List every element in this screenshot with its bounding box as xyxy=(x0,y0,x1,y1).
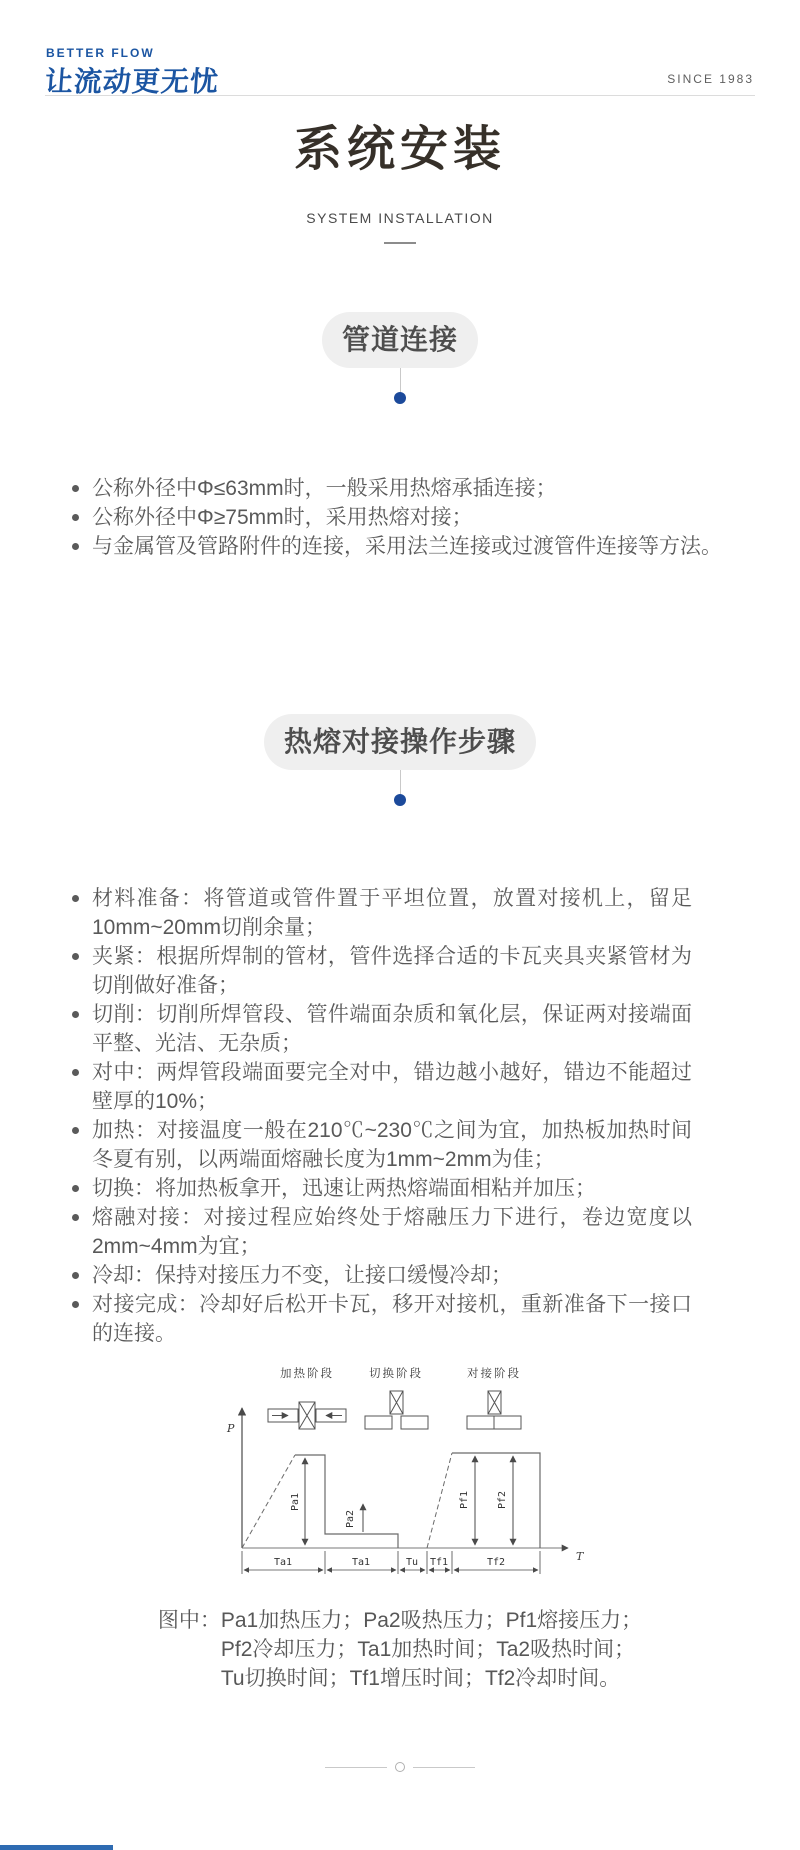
pressure-label-pa2: Pa2 xyxy=(345,1509,356,1529)
bullet-icon xyxy=(72,1214,79,1221)
phase-label-heating: 加热阶段 xyxy=(280,1368,334,1380)
footer-divider xyxy=(0,1762,800,1772)
section-badge-butt-fusion-steps xyxy=(0,714,800,806)
list-item xyxy=(68,503,732,532)
list-item-text: 切削：切削所焊管段、管件端面杂质和氧化层，保证两对接端面平整、光洁、无杂质； xyxy=(92,1003,692,1055)
pressure-dim-arrows xyxy=(305,1456,513,1545)
switching-pipes-icon xyxy=(365,1391,428,1429)
list-item xyxy=(68,942,692,1000)
badge-connector-line xyxy=(400,770,401,794)
badge-connector-dot xyxy=(394,392,406,404)
header-divider xyxy=(45,95,755,96)
page-title: 系统安装 xyxy=(293,123,506,176)
divider-line xyxy=(413,1767,475,1768)
divider-circle-icon xyxy=(395,1762,405,1772)
bullet-icon xyxy=(72,1011,79,1018)
list-item-text: 对接完成：冷却好后松开卡瓦，移开对接机，重新准备下一接口的连接。 xyxy=(92,1293,692,1345)
bullet-icon xyxy=(72,1272,79,1279)
list-item-text: 与金属管及管路附件的连接，采用法兰连接或过渡管件连接等方法。 xyxy=(92,535,722,558)
bullet-icon xyxy=(72,1069,79,1076)
bullet-icon xyxy=(72,1185,79,1192)
list-item-text: 夹紧：根据所焊制的管材，管件选择合适的卡瓦夹具夹紧管材为切削做好准备； xyxy=(92,945,692,997)
time-label-ta1: Ta1 xyxy=(273,1557,293,1568)
joining-pipes-icon xyxy=(467,1391,521,1429)
bullet-icon xyxy=(72,895,79,902)
caption-line: Pf2冷却压力；Ta1加热时间；Ta2吸热时间； xyxy=(220,1638,636,1661)
heating-pipes-icon xyxy=(268,1402,346,1429)
badge-connector-line xyxy=(400,368,401,392)
diagram-caption xyxy=(0,1606,800,1693)
list-item xyxy=(68,474,732,503)
list-item xyxy=(68,532,732,561)
list-item xyxy=(68,1290,692,1348)
list-item xyxy=(68,1116,692,1174)
phase-label-joining: 对接阶段 xyxy=(467,1368,521,1380)
bottom-accent-bar xyxy=(0,1845,113,1850)
list-item xyxy=(68,1058,692,1116)
pressure-label-pf1: Pf1 xyxy=(459,1490,470,1510)
caption-line: Tu切换时间；Tf1增压时间；Tf2冷却时间。 xyxy=(220,1667,621,1690)
list-item-text: 公称外径中Φ≥75mm时，采用热熔对接； xyxy=(92,506,473,529)
phase-label-switching: 切换阶段 xyxy=(369,1368,423,1380)
list-item xyxy=(68,1174,692,1203)
time-label-tf2: Tf2 xyxy=(486,1557,506,1568)
fusion-pressure-time-diagram xyxy=(210,1358,590,1590)
list-item-text: 切换：将加热板拿开，迅速让两热熔端面相粘并加压； xyxy=(92,1177,596,1200)
list-item xyxy=(68,884,692,942)
badge-pill: 热熔对接操作步骤 xyxy=(264,714,536,770)
brand-logo: 让流动更无忧 xyxy=(43,66,220,97)
bullet-icon xyxy=(72,1127,79,1134)
list-item-text: 对中：两焊管段端面要完全对中，错边越小越好，错边不能超过壁厚的10%； xyxy=(92,1061,692,1113)
brand-tagline: BETTER FLOW xyxy=(46,46,155,60)
badge-pill: 管道连接 xyxy=(322,312,478,368)
page-subtitle: SYSTEM INSTALLATION xyxy=(306,210,494,226)
list-item-text: 冷却：保持对接压力不变，让接口缓慢冷却； xyxy=(92,1264,512,1287)
pressure-profile xyxy=(242,1453,540,1548)
time-label-tu: Tu xyxy=(405,1557,419,1568)
list-item-text: 材料准备：将管道或管件置于平坦位置，放置对接机上，留足10mm~20mm切削余量； xyxy=(92,887,692,939)
butt-fusion-steps-list xyxy=(68,884,692,1348)
caption-line: 图中：Pa1加热压力；Pa2吸热压力；Pf1熔接压力； xyxy=(157,1609,643,1632)
list-item xyxy=(68,1203,692,1261)
p-axis-label: P xyxy=(227,1422,235,1435)
time-label-tf1: Tf1 xyxy=(429,1557,449,1568)
bullet-icon xyxy=(72,543,79,550)
time-label-ta2: Ta1 xyxy=(351,1557,371,1568)
bullet-icon xyxy=(72,485,79,492)
list-item-text: 公称外径中Φ≤63mm时，一般采用热熔承插连接； xyxy=(92,477,557,500)
list-item-text: 熔融对接：对接过程应始终处于熔融压力下进行，卷边宽度以2mm~4mm为宜； xyxy=(92,1206,692,1258)
badge-connector-dot xyxy=(394,794,406,806)
since-label: SINCE 1983 xyxy=(667,72,754,86)
bullet-icon xyxy=(72,1301,79,1308)
section-badge-pipe-connection xyxy=(0,312,800,404)
list-item-text: 加热：对接温度一般在210℃~230℃之间为宜，加热板加热时间冬夏有别，以两端面熔融长度为1mm~2mm为佳； xyxy=(92,1119,692,1171)
bullet-icon xyxy=(72,953,79,960)
t-axis-label: T xyxy=(576,1550,584,1563)
pressure-label-pf2: Pf2 xyxy=(497,1490,508,1510)
list-item xyxy=(68,1000,692,1058)
title-underline xyxy=(384,242,416,244)
pipe-connection-list xyxy=(68,474,732,561)
bullet-icon xyxy=(72,514,79,521)
divider-line xyxy=(325,1767,387,1768)
pressure-label-pa1: Pa1 xyxy=(290,1492,301,1512)
list-item xyxy=(68,1261,692,1290)
